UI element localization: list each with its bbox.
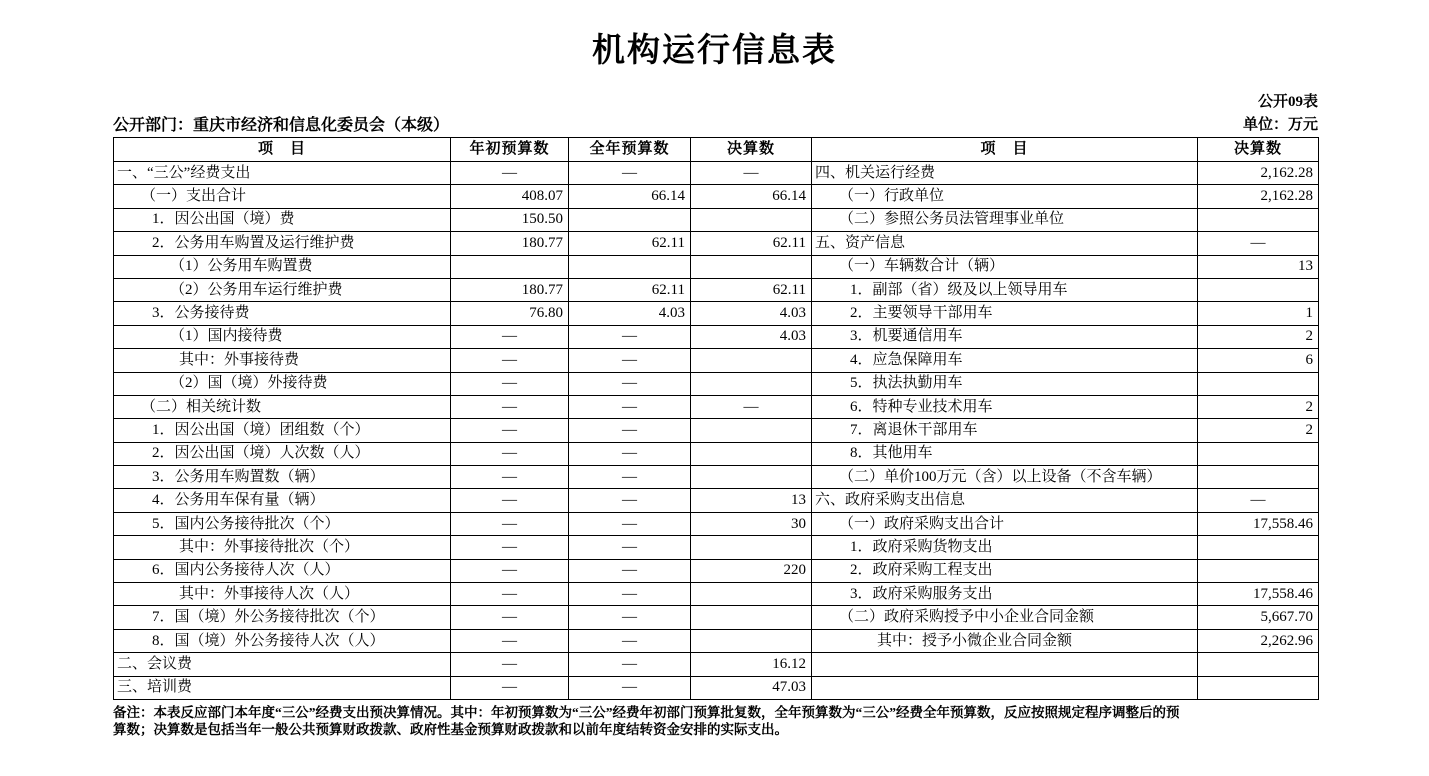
item-cell-right: （一）行政单位 <box>812 185 1198 208</box>
initial-budget-cell: — <box>451 676 569 699</box>
final-cell-right: 2,262.96 <box>1198 629 1319 652</box>
full-year-budget-cell: 62.11 <box>569 278 691 301</box>
final-cell-right: 2,162.28 <box>1198 162 1319 185</box>
full-year-budget-cell: — <box>569 162 691 185</box>
final-cell-right: 17,558.46 <box>1198 583 1319 606</box>
final-cell-left <box>691 536 812 559</box>
full-year-budget-cell: — <box>569 583 691 606</box>
unit-label: 单位：万元 <box>1242 117 1318 133</box>
full-year-budget-cell: — <box>569 349 691 372</box>
table-row <box>114 325 1319 348</box>
table-row <box>114 489 1319 512</box>
form-number-label: 公开09表 <box>1257 94 1318 110</box>
item-cell-right: 1．副部（省）级及以上领导用车 <box>812 278 1198 301</box>
final-cell-right: 13 <box>1198 255 1319 278</box>
header-final-right: 决算数 <box>1198 138 1319 162</box>
item-cell-right: 2．主要领导干部用车 <box>812 302 1198 325</box>
table-row <box>114 232 1319 255</box>
item-cell-left: 其中：外事接待批次（个） <box>114 536 451 559</box>
final-cell-right <box>1198 653 1319 676</box>
full-year-budget-cell <box>569 208 691 231</box>
final-cell-right: 1 <box>1198 302 1319 325</box>
header-item-right: 项 目 <box>812 138 1198 162</box>
initial-budget-cell: — <box>451 466 569 489</box>
final-cell-left <box>691 583 812 606</box>
table-row <box>114 302 1319 325</box>
page-title: 机构运行信息表 <box>592 31 837 68</box>
initial-budget-cell: — <box>451 536 569 559</box>
item-cell-right: （二）参照公务员法管理事业单位 <box>812 208 1198 231</box>
item-cell-right: 四、机关运行经费 <box>812 162 1198 185</box>
final-cell-left <box>691 255 812 278</box>
final-cell-right <box>1198 676 1319 699</box>
final-cell-right: — <box>1198 489 1319 512</box>
final-cell-left: 16.12 <box>691 653 812 676</box>
initial-budget-cell: — <box>451 653 569 676</box>
item-cell-left: 5．国内公务接待批次（个） <box>114 512 451 535</box>
full-year-budget-cell: 66.14 <box>569 185 691 208</box>
item-cell-right: 其中：授予小微企业合同金额 <box>812 629 1198 652</box>
item-cell-left: （一）支出合计 <box>114 185 451 208</box>
full-year-budget-cell: — <box>569 653 691 676</box>
full-year-budget-cell: — <box>569 559 691 582</box>
final-cell-left <box>691 349 812 372</box>
final-cell-right <box>1198 536 1319 559</box>
header-final-left: 决算数 <box>691 138 812 162</box>
item-cell-left: 2．公务用车购置及运行维护费 <box>114 232 451 255</box>
item-cell-right: 3．机要通信用车 <box>812 325 1198 348</box>
initial-budget-cell: — <box>451 395 569 418</box>
item-cell-right: 4．应急保障用车 <box>812 349 1198 372</box>
item-cell-right: （一）政府采购支出合计 <box>812 512 1198 535</box>
final-cell-right: 2 <box>1198 325 1319 348</box>
final-cell-right: 2 <box>1198 419 1319 442</box>
final-cell-left: — <box>691 395 812 418</box>
full-year-budget-cell: — <box>569 489 691 512</box>
item-cell-left: 4．公务用车保有量（辆） <box>114 489 451 512</box>
item-cell-left: 8．国（境）外公务接待人次（人） <box>114 629 451 652</box>
item-cell-left: 2．因公出国（境）人次数（人） <box>114 442 451 465</box>
initial-budget-cell: — <box>451 442 569 465</box>
item-cell-left: 其中：外事接待费 <box>114 349 451 372</box>
initial-budget-cell: — <box>451 372 569 395</box>
table-row <box>114 629 1319 652</box>
item-cell-left: 6．国内公务接待人次（人） <box>114 559 451 582</box>
item-cell-right: 5．执法执勤用车 <box>812 372 1198 395</box>
full-year-budget-cell: — <box>569 606 691 629</box>
initial-budget-cell: — <box>451 349 569 372</box>
initial-budget-cell: — <box>451 512 569 535</box>
full-year-budget-cell: — <box>569 629 691 652</box>
item-cell-right <box>812 653 1198 676</box>
table-row <box>114 162 1319 185</box>
table-row <box>114 583 1319 606</box>
final-cell-right <box>1198 442 1319 465</box>
item-cell-left: （2）公务用车运行维护费 <box>114 278 451 301</box>
item-cell-right: 1．政府采购货物支出 <box>812 536 1198 559</box>
header-item-left: 项 目 <box>114 138 451 162</box>
table-header-row <box>114 138 1319 162</box>
table-row <box>114 512 1319 535</box>
initial-budget-cell: — <box>451 583 569 606</box>
final-cell-left: 4.03 <box>691 302 812 325</box>
item-cell-right: （一）车辆数合计（辆） <box>812 255 1198 278</box>
full-year-budget-cell: — <box>569 419 691 442</box>
final-cell-left <box>691 606 812 629</box>
final-cell-left <box>691 466 812 489</box>
initial-budget-cell: — <box>451 606 569 629</box>
initial-budget-cell: — <box>451 559 569 582</box>
initial-budget-cell: — <box>451 325 569 348</box>
footnote-line-2: 算数；决算数是包括当年一般公共预算财政拨款、政府性基金预算财政拨款和以前年度结转资金安排的实际支出。 <box>113 722 788 737</box>
item-cell-left: （1）国内接待费 <box>114 325 451 348</box>
final-cell-left: 30 <box>691 512 812 535</box>
table-row <box>114 278 1319 301</box>
initial-budget-cell: — <box>451 489 569 512</box>
table-row <box>114 185 1319 208</box>
full-year-budget-cell: — <box>569 536 691 559</box>
final-cell-left <box>691 419 812 442</box>
final-cell-right: 17,558.46 <box>1198 512 1319 535</box>
full-year-budget-cell: — <box>569 466 691 489</box>
final-cell-left <box>691 442 812 465</box>
initial-budget-cell: 76.80 <box>451 302 569 325</box>
item-cell-right: 六、政府采购支出信息 <box>812 489 1198 512</box>
final-cell-right <box>1198 372 1319 395</box>
initial-budget-cell: 150.50 <box>451 208 569 231</box>
item-cell-left: 三、培训费 <box>114 676 451 699</box>
initial-budget-cell: 180.77 <box>451 232 569 255</box>
header-initial-budget: 年初预算数 <box>451 138 569 162</box>
table-body <box>114 162 1319 700</box>
table-row <box>114 559 1319 582</box>
final-cell-left: 62.11 <box>691 232 812 255</box>
table-row <box>114 466 1319 489</box>
table-row <box>114 442 1319 465</box>
table-row <box>114 653 1319 676</box>
full-year-budget-cell: — <box>569 372 691 395</box>
final-cell-left <box>691 372 812 395</box>
table-row <box>114 676 1319 699</box>
final-cell-left: 62.11 <box>691 278 812 301</box>
final-cell-right: 2 <box>1198 395 1319 418</box>
final-cell-right <box>1198 278 1319 301</box>
full-year-budget-cell <box>569 255 691 278</box>
department-label: 公开部门：重庆市经济和信息化委员会（本级） <box>113 117 450 134</box>
table-row <box>114 395 1319 418</box>
table-row <box>114 372 1319 395</box>
item-cell-left: 7．国（境）外公务接待批次（个） <box>114 606 451 629</box>
item-cell-right: 8．其他用车 <box>812 442 1198 465</box>
footnote-line-1: 备注：本表反应部门本年度“三公”经费支出预决算情况。其中：年初预算数为“三公”经费年初部门预算批复数，全年预算数为“三公”经费全年预算数，反应按照规定程序调整后的预 <box>113 705 1180 720</box>
item-cell-right: 五、资产信息 <box>812 232 1198 255</box>
full-year-budget-cell: — <box>569 442 691 465</box>
header-full-year-budget: 全年预算数 <box>569 138 691 162</box>
full-year-budget-cell: 4.03 <box>569 302 691 325</box>
initial-budget-cell: — <box>451 629 569 652</box>
item-cell-right: 2．政府采购工程支出 <box>812 559 1198 582</box>
final-cell-left <box>691 629 812 652</box>
item-cell-right: 6．特种专业技术用车 <box>812 395 1198 418</box>
initial-budget-cell: — <box>451 162 569 185</box>
footnote <box>113 704 1273 738</box>
item-cell-left: 其中：外事接待人次（人） <box>114 583 451 606</box>
item-cell-left: 1．因公出国（境）团组数（个） <box>114 419 451 442</box>
item-cell-left: 二、会议费 <box>114 653 451 676</box>
final-cell-left: 4.03 <box>691 325 812 348</box>
final-cell-left: — <box>691 162 812 185</box>
initial-budget-cell: 180.77 <box>451 278 569 301</box>
table-row <box>114 419 1319 442</box>
final-cell-right: 6 <box>1198 349 1319 372</box>
final-cell-right <box>1198 559 1319 582</box>
item-cell-right: 3．政府采购服务支出 <box>812 583 1198 606</box>
final-cell-left: 220 <box>691 559 812 582</box>
table-row <box>114 208 1319 231</box>
final-cell-right <box>1198 466 1319 489</box>
final-cell-left: 66.14 <box>691 185 812 208</box>
table-row <box>114 606 1319 629</box>
item-cell-left: （2）国（境）外接待费 <box>114 372 451 395</box>
final-cell-left: 13 <box>691 489 812 512</box>
item-cell-right: （二）政府采购授予中小企业合同金额 <box>812 606 1198 629</box>
table-row <box>114 349 1319 372</box>
full-year-budget-cell: — <box>569 395 691 418</box>
table-row <box>114 536 1319 559</box>
item-cell-left: （二）相关统计数 <box>114 395 451 418</box>
item-cell-left: （1）公务用车购置费 <box>114 255 451 278</box>
full-year-budget-cell: — <box>569 676 691 699</box>
item-cell-right: （二）单价100万元（含）以上设备（不含车辆） <box>812 466 1198 489</box>
final-cell-right: 2,162.28 <box>1198 185 1319 208</box>
item-cell-right <box>812 676 1198 699</box>
table-row <box>114 255 1319 278</box>
item-cell-right: 7．离退休干部用车 <box>812 419 1198 442</box>
item-cell-left: 1．因公出国（境）费 <box>114 208 451 231</box>
final-cell-left <box>691 208 812 231</box>
initial-budget-cell <box>451 255 569 278</box>
item-cell-left: 3．公务用车购置数（辆） <box>114 466 451 489</box>
initial-budget-cell: 408.07 <box>451 185 569 208</box>
final-cell-right: — <box>1198 232 1319 255</box>
item-cell-left: 一、“三公”经费支出 <box>114 162 451 185</box>
final-cell-right <box>1198 208 1319 231</box>
full-year-budget-cell: — <box>569 325 691 348</box>
final-cell-left: 47.03 <box>691 676 812 699</box>
item-cell-left: 3．公务接待费 <box>114 302 451 325</box>
info-table <box>113 137 1319 700</box>
final-cell-right: 5,667.70 <box>1198 606 1319 629</box>
full-year-budget-cell: — <box>569 512 691 535</box>
initial-budget-cell: — <box>451 419 569 442</box>
full-year-budget-cell: 62.11 <box>569 232 691 255</box>
